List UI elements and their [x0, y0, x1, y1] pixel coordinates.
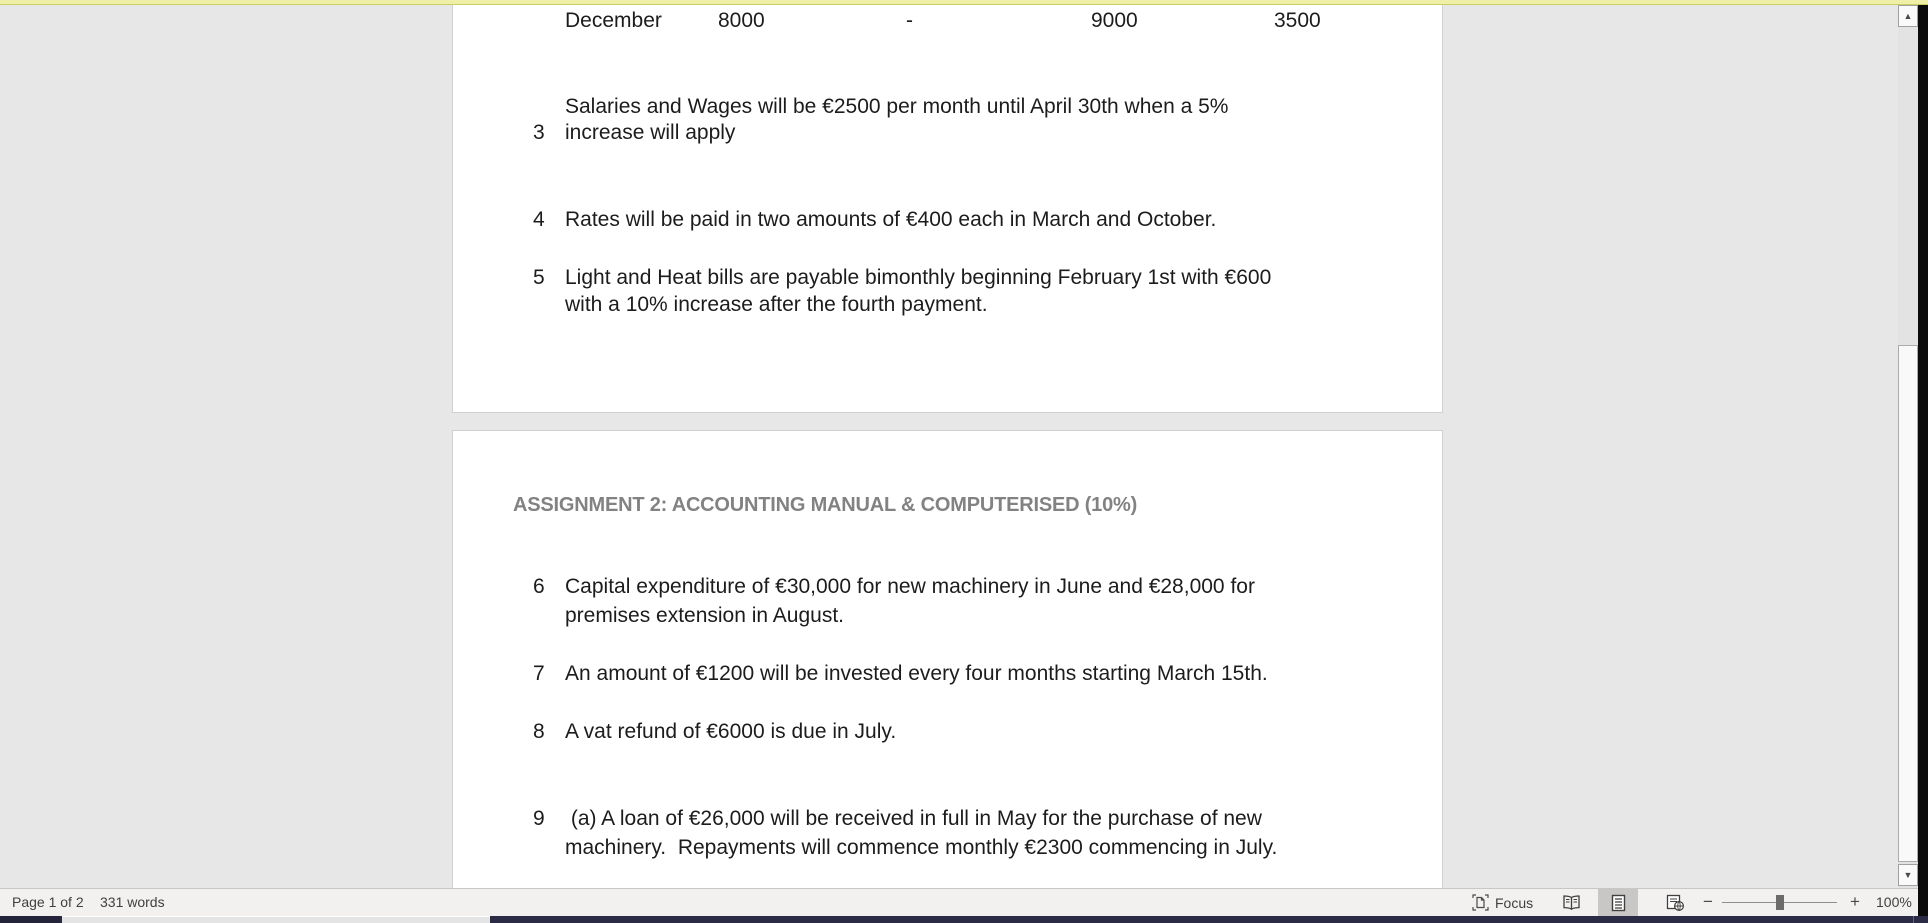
- list-item-number[interactable]: 9: [533, 807, 545, 830]
- list-item-number[interactable]: 3: [533, 121, 545, 144]
- scroll-down-button[interactable]: ▼: [1898, 864, 1918, 886]
- table-cell-month[interactable]: December: [565, 9, 662, 32]
- document-text-line[interactable]: A vat refund of €6000 is due in July.: [565, 720, 897, 743]
- word-count[interactable]: 331 words: [100, 894, 165, 910]
- page-indicator[interactable]: Page 1 of 2: [12, 894, 84, 910]
- document-text-line[interactable]: Light and Heat bills are payable bimonthly beginning February 1st with €600: [565, 266, 1272, 289]
- document-text-line[interactable]: Rates will be paid in two amounts of €400 each in March and October.: [565, 208, 1217, 231]
- status-bar: [0, 888, 1928, 916]
- show-desktop-separator: [1913, 916, 1914, 923]
- zoom-in-button[interactable]: +: [1850, 892, 1860, 911]
- ribbon-bottom-strip: [0, 0, 1928, 5]
- document-text-line[interactable]: (a) A loan of €26,000 will be received in full in May for the purchase of new: [565, 807, 1262, 830]
- table-cell-value[interactable]: -: [906, 9, 913, 32]
- document-text-line[interactable]: with a 10% increase after the fourth payment.: [565, 293, 988, 316]
- read-mode-button[interactable]: [1551, 889, 1591, 916]
- web-layout-icon: [1666, 894, 1685, 912]
- print-layout-icon: [1611, 894, 1626, 912]
- list-item-number[interactable]: 7: [533, 662, 545, 685]
- focus-icon: [1472, 894, 1489, 911]
- document-text-line[interactable]: Capital expenditure of €30,000 for new machinery in June and €28,000 for: [565, 575, 1255, 598]
- assignment-heading[interactable]: ASSIGNMENT 2: ACCOUNTING MANUAL & COMPUTERISED (10%): [513, 494, 1138, 516]
- document-text-line[interactable]: An amount of €1200 will be invested every four months starting March 15th.: [565, 662, 1268, 685]
- print-layout-button[interactable]: [1598, 889, 1638, 916]
- document-text-line[interactable]: machinery. Repayments will commence monthly €2300 commencing in July.: [565, 836, 1278, 859]
- scrollbar-thumb[interactable]: [1898, 345, 1918, 862]
- list-item-number[interactable]: 6: [533, 575, 545, 598]
- vertical-scrollbar[interactable]: [1898, 5, 1918, 888]
- table-cell-value[interactable]: 8000: [718, 9, 765, 32]
- list-item-number[interactable]: 8: [533, 720, 545, 743]
- screen-edge-strip: [1918, 5, 1928, 916]
- read-mode-icon: [1562, 894, 1581, 911]
- scroll-up-button[interactable]: ▲: [1898, 5, 1918, 27]
- zoom-out-button[interactable]: −: [1703, 892, 1713, 911]
- zoom-percentage[interactable]: 100%: [1876, 894, 1912, 910]
- zoom-slider-thumb[interactable]: [1776, 895, 1784, 910]
- document-text-line[interactable]: Salaries and Wages will be €2500 per month until April 30th when a 5%: [565, 95, 1229, 118]
- document-text-line[interactable]: premises extension in August.: [565, 604, 844, 627]
- table-cell-value[interactable]: 3500: [1274, 9, 1321, 32]
- list-item-number[interactable]: 4: [533, 208, 545, 231]
- table-cell-value[interactable]: 9000: [1091, 9, 1138, 32]
- focus-label: Focus: [1495, 894, 1534, 911]
- taskbar-search-box[interactable]: [62, 916, 490, 923]
- list-item-number[interactable]: 5: [533, 266, 545, 289]
- web-layout-button[interactable]: [1655, 889, 1695, 916]
- document-text-line[interactable]: increase will apply: [565, 121, 736, 144]
- taskbar: [0, 916, 1928, 923]
- start-button[interactable]: [0, 916, 60, 923]
- focus-button[interactable]: [1468, 889, 1537, 916]
